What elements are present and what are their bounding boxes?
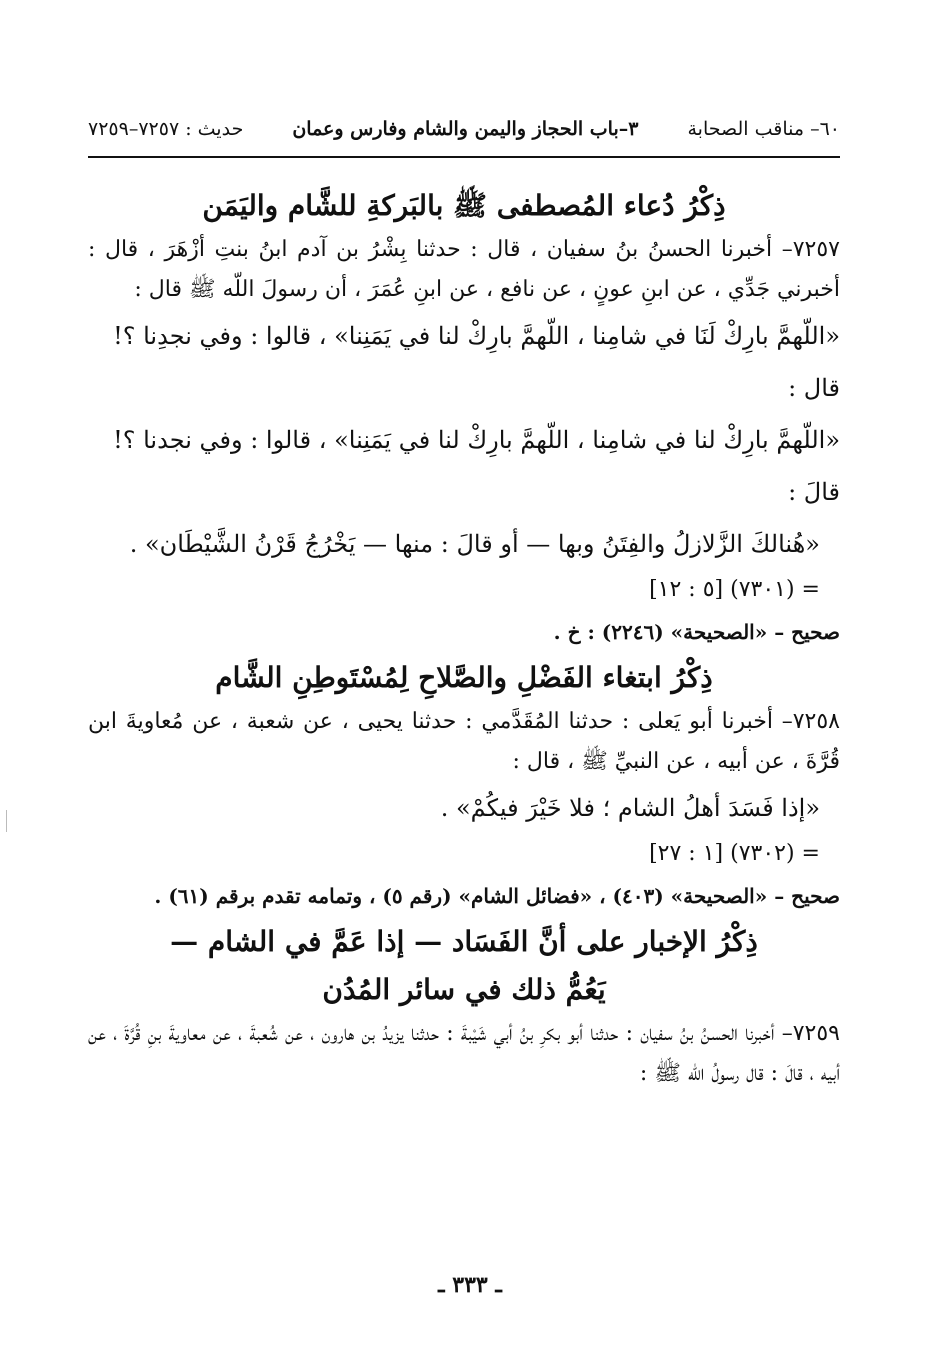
hadith-quote: «اللّهمَّ بارِكْ لَنَا في شامِنا ، اللّهمَّ بارِكْ لنا في يَمَنِنا» ، قالوا : وفي نجدِنا ؟! [113,322,840,350]
running-header [88,118,840,152]
section-title: ذِكْرُ دُعاء المُصطفى ﷺ بالبَركةِ للشَّام واليَمَن [202,189,726,222]
section-title: ذِكْرُ ابتغاء الفَضْلِ والصَّلاحِ لِمُسْتَوطِنِ الشَّام [215,661,713,694]
hadith-grade: صحيح – «الصحيحة» (٤٠٣) ، «فضائل الشام» (رقم ٥) ، وتمامه تقدم برقم (٦١) . [154,884,840,908]
page-body [88,118,840,1094]
header-rule [88,156,840,158]
section-title-continued: يَعُمُّ ذلك في سائر المُدُن [322,973,606,1006]
hadith-chain: ٧٢٥٧– أخبرنا الحسنُ بنُ سفيان ، قال : حدثنا بِشْرُ بن آدم ابنُ بنتِ أزْهَرَ ، قال : أخبرني جَدِّي ، عن ابنِ عونٍ ، عن نافع ، عن ابنِ عُمَرَ ، أن رسولَ اللّه ﷺ قال : [88,237,840,302]
speaker-label: قالَ : [788,478,840,506]
speaker-label: قال : [788,374,840,402]
page-number: ـ ٣٣٣ ـ [438,1272,502,1298]
section-title: ذِكْرُ الإخبار على أنَّ الفَسَاد — إذا عَمَّ في الشام — [170,925,758,958]
hadith-quote: «هُنالكَ الزَّلازلُ والفِتَنُ وبها — أو قالَ : منها — يَخْرُجُ قَرْنُ الشَّيْطَان» . [129,530,820,558]
header-book-title: ٦٠– مناقب الصحابة [687,118,840,140]
header-chapter-title: ٣–باب الحجاز واليمن والشام وفارس وعمان [292,118,639,140]
margin-mark [6,810,7,832]
hadith-chain: ٧٢٥٨– أخبرنا أبو يَعلى : حدثنا المُقَدَّمي : حدثنا يحيى ، عن شعبة ، عن مُعاويةَ ابن قُرَّةَ ، عن أبيه ، عن النبيِّ ﷺ ، قال : [88,709,840,774]
cross-reference: = (٧٣٠٢) [١ : ٢٧] [649,841,820,866]
hadith-quote: «اللّهمَّ بارِكْ لنا في شامِنا ، اللّهمَّ بارِكْ لنا في يَمَنِنا» ، قالوا : وفي نجدنا ؟! [113,426,840,454]
hadith-chain: ٧٢٥٩– أخبرنا الحسنُ بنُ سفيان : حدثنا أبو بكرِ بنُ أبي شَيْبةَ : حدثنا يزيدُ بن هارون ، عن شُعبةَ ، عن معاويةَ بنِ قُرَّةَ ، عن أبيه ، قالَ : قال رسولُ اللّه ﷺ : [88,1021,840,1086]
hadith-quote: «إذا فَسَدَ أهلُ الشام ؛ فلا خَيْرَ فيكُمْ» . [440,794,820,822]
hadith-grade: صحيح – «الصحيحة» (٢٢٤٦) : خ . [553,620,840,644]
cross-reference: = (٧٣٠١) [٥ : ١٢] [649,577,820,602]
header-hadith-range: حديث : ٧٢٥٧–٧٢٥٩ [88,118,244,140]
